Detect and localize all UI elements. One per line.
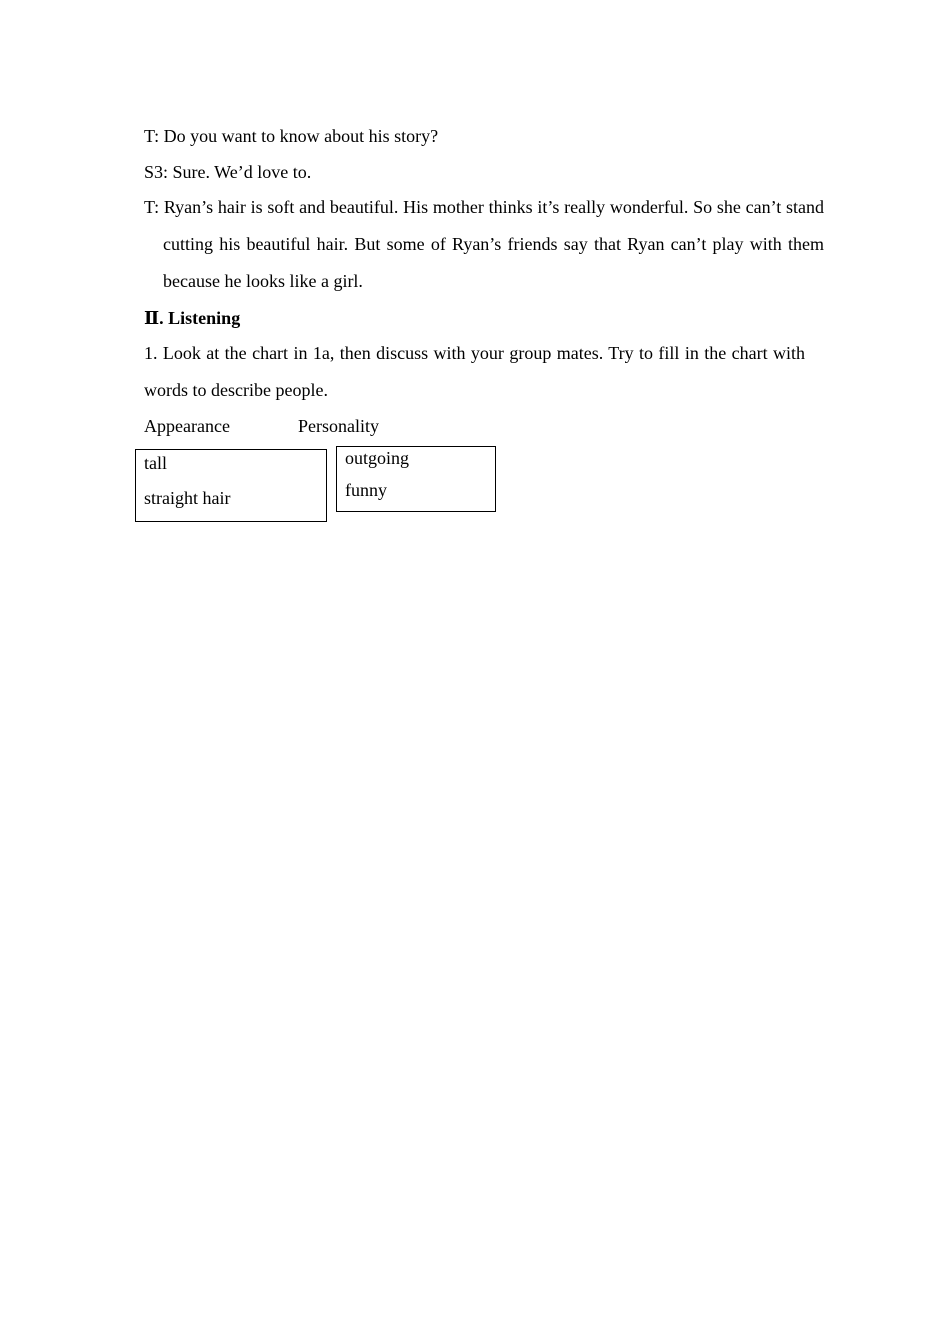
appearance-column-label: Appearance [144,416,230,436]
section-heading-listening: Ⅱ. Listening [144,308,241,328]
appearance-box [135,449,327,522]
personality-item: funny [345,480,387,500]
appearance-item: tall [144,453,167,473]
dialogue-line-student-reply: S3: Sure. We’d love to. [144,162,312,182]
dialogue-line-teacher-question: T: Do you want to know about his story? [144,126,439,146]
listening-instruction: 1. Look at the chart in 1a, then discuss with your group mates. Try to fill in the chart with words to describe people. [144,343,805,400]
personality-item: outgoing [345,448,410,468]
personality-column-label: Personality [298,416,379,436]
personality-box [336,446,496,512]
dialogue-line-teacher-story: T: Ryan’s hair is soft and beautiful. His mother thinks it’s really wonderful. So she can’t stand cutting his beautiful hair. But some of Ryan’s friends say that Ryan can’t play with them because he looks like a girl. [144,197,824,291]
appearance-item: straight hair [144,488,231,508]
